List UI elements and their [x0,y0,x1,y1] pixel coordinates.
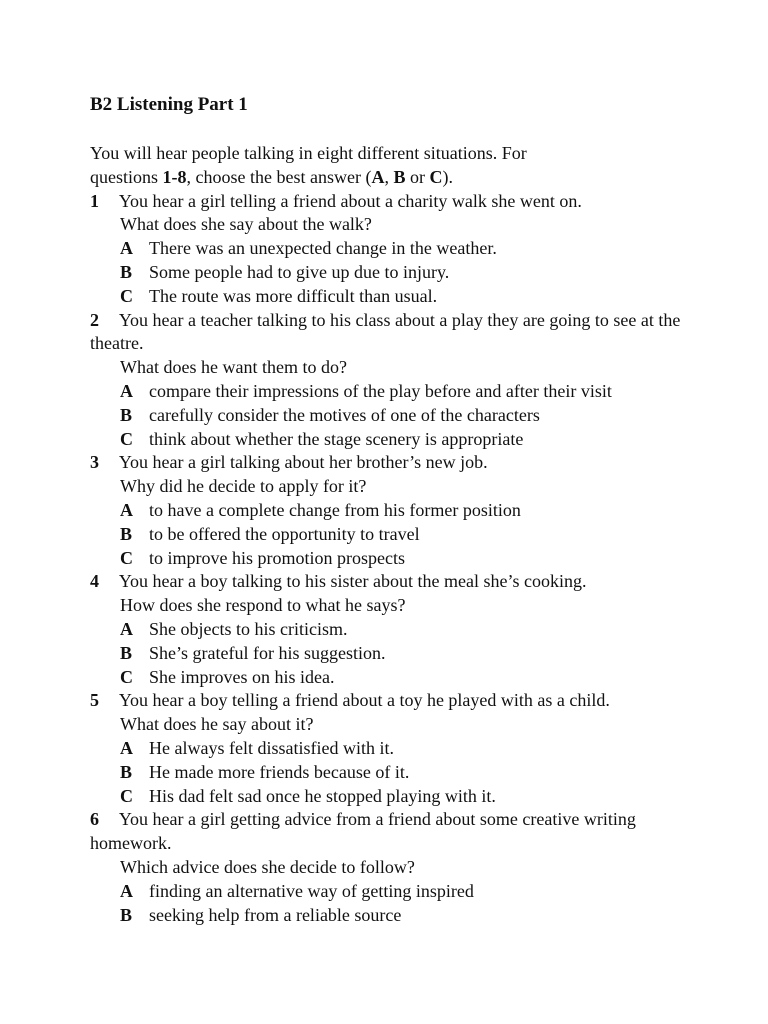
option-letter: B [120,904,133,925]
option-letter: C [120,785,133,806]
question-2 [90,309,690,452]
option-letter: C [120,285,133,306]
option-a [90,880,690,904]
option-a [90,618,690,642]
option-letter: B [120,404,133,425]
option-letter: A [120,499,133,520]
option-a [90,737,690,761]
question-prompt: What does he say about it? [120,714,314,735]
instructions-text: , [384,166,394,187]
instructions-line-1: You will hear people talking in eight different situations. For [90,143,527,163]
situation-text: You hear a boy talking to his sister about the meal she’s cooking. [118,571,587,592]
option-text: to have a complete change from his former position [149,499,521,520]
situation-text: You hear a girl telling a friend about a charity walk she went on. [118,190,582,211]
option-b [90,642,690,666]
option-letter: C [120,428,133,449]
option-text: She objects to his criticism. [149,618,348,639]
option-text: She improves on his idea. [149,666,335,687]
question-situation [90,190,690,214]
option-letter: C [120,547,133,568]
instructions [90,142,690,190]
option-text: think about whether the stage scenery is appropriate [149,428,524,449]
question-situation [90,309,690,357]
option-letter: A [120,737,133,758]
situation-text: You hear a girl getting advice from a friend about some creative writing homework. [90,809,636,854]
question-number: 1 [90,190,99,211]
option-letter: B [120,523,133,544]
option-letter: B [120,761,133,782]
option-c [90,428,690,452]
question-5 [90,689,690,808]
question-6 [90,808,690,927]
option-text: seeking help from a reliable source [149,904,402,925]
question-number: 5 [90,690,99,711]
situation-text: You hear a boy telling a friend about a toy he played with as a child. [118,690,610,711]
document-page [90,92,690,927]
question-prompt: Why did he decide to apply for it? [120,476,367,497]
option-b [90,761,690,785]
option-letter: A [120,880,133,901]
question-1 [90,190,690,309]
option-text: He made more friends because of it. [149,761,410,782]
option-b [90,904,690,928]
question-number: 4 [90,571,99,592]
option-text: There was an unexpected change in the weather. [149,238,497,259]
question-prompt: What does he want them to do? [120,357,347,378]
option-c [90,666,690,690]
option-text: The route was more difficult than usual. [149,285,438,306]
question-situation [90,451,690,475]
option-letter: B [120,261,133,282]
question-prompt: Which advice does she decide to follow? [120,856,415,877]
option-text: finding an alternative way of getting inspired [149,880,474,901]
option-c [90,785,690,809]
instructions-text: , choose the best answer ( [186,166,372,187]
option-letter: A [120,238,133,259]
question-situation [90,689,690,713]
instructions-text: questions [90,166,163,187]
answer-letter-c: C [429,166,443,187]
option-b [90,523,690,547]
question-number: 2 [90,309,99,330]
option-a [90,237,690,261]
question-prompt: How does she respond to what he says? [120,595,406,616]
instructions-line-2 [90,166,690,190]
situation-text: You hear a teacher talking to his class about a play they are going to see at the theatre. [90,309,681,354]
option-letter: C [120,666,133,687]
question-prompt: What does she say about the walk? [120,214,372,235]
option-text: compare their impressions of the play before and after their visit [149,380,612,401]
situation-text: You hear a girl talking about her brother’s new job. [118,452,488,473]
option-letter: A [120,380,133,401]
option-letter: A [120,618,133,639]
answer-letter-a: A [371,166,385,187]
option-b [90,404,690,428]
option-a [90,380,690,404]
question-3 [90,451,690,570]
option-text: Some people had to give up due to injury. [149,261,450,282]
option-a [90,499,690,523]
option-text: to be offered the opportunity to travel [149,523,420,544]
page-title: B2 Listening Part 1 [90,94,248,115]
option-text: carefully consider the motives of one of the characters [149,404,540,425]
option-text: His dad felt sad once he stopped playing with it. [149,785,496,806]
question-range: 1-8 [162,166,187,187]
option-text: He always felt dissatisfied with it. [149,737,394,758]
option-c [90,285,690,309]
option-text: to improve his promotion prospects [149,547,405,568]
question-situation [90,570,690,594]
option-letter: B [120,642,133,663]
question-number: 6 [90,809,99,830]
answer-letter-b: B [393,166,406,187]
instructions-text: or [405,166,430,187]
instructions-text: ). [442,166,453,187]
option-c [90,547,690,571]
option-b [90,261,690,285]
question-number: 3 [90,452,99,473]
question-list [90,190,690,928]
question-situation [90,808,690,856]
option-text: She’s grateful for his suggestion. [149,642,386,663]
question-4 [90,570,690,689]
